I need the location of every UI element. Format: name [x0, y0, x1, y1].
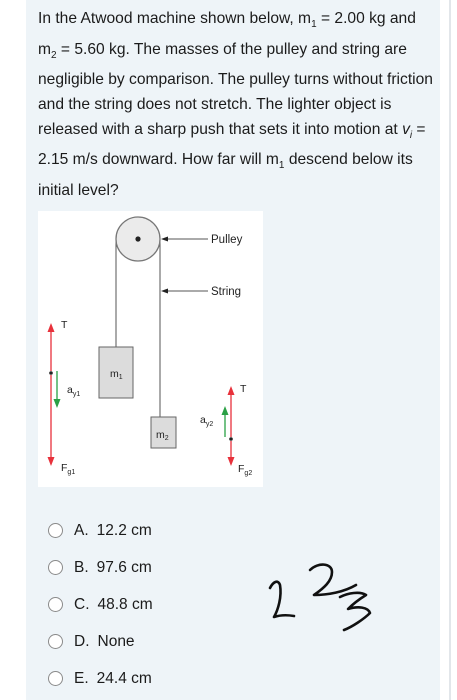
option-letter: C. — [74, 595, 90, 613]
pulley-label: Pulley — [211, 234, 243, 246]
option-d[interactable] — [48, 623, 153, 660]
svg-text:m2: m2 — [156, 429, 169, 442]
string-label: String — [211, 286, 242, 298]
question-text: In the Atwood machine shown below, $m_1 = 2.00$ kg and $m_2 = 5.60$ kg. The masses of the pulley and string are negligible by comparison. The pulley turns without friction and the string does not stretch. The lighter object is released with a sharp push that sets it into motion at $v_i = 2.15$ m/s downward. How far will $m_1$ descend below its initial level? — [38, 10, 433, 199]
svg-text:ay2: $a_{y2}$ — [200, 414, 214, 428]
radio-button[interactable] — [48, 671, 63, 686]
option-e[interactable] — [48, 660, 153, 697]
radio-button[interactable] — [48, 523, 63, 538]
pulley-axle — [135, 236, 140, 241]
option-a[interactable] — [48, 512, 153, 549]
handwritten-note — [248, 555, 398, 640]
radio-button[interactable] — [48, 634, 63, 649]
option-text: None — [97, 632, 135, 650]
option-text: 24.4 cm — [96, 669, 152, 687]
svg-text:m1: m1 — [110, 368, 123, 381]
tension-right-label: T — [240, 383, 247, 395]
atwood-machine-diagram — [38, 211, 263, 487]
answer-options — [48, 512, 153, 697]
option-text: 97.6 cm — [96, 558, 152, 576]
radio-button[interactable] — [48, 597, 63, 612]
option-letter: D. — [74, 632, 90, 650]
radio-button[interactable] — [48, 560, 63, 575]
option-text: 12.2 cm — [96, 521, 152, 539]
tension-left-label: T — [61, 319, 68, 331]
option-b[interactable] — [48, 549, 153, 586]
option-text: 48.8 cm — [97, 595, 153, 613]
scrollbar-track[interactable] — [449, 0, 451, 700]
option-c[interactable] — [48, 586, 153, 623]
option-letter: E. — [74, 669, 89, 687]
svg-text:Fg2: $F_{g2}$ — [238, 463, 253, 477]
option-letter: A. — [74, 521, 89, 539]
option-letter: B. — [74, 558, 89, 576]
svg-text:ay1: $a_{y1}$ — [67, 384, 81, 398]
svg-text:Fg1: $F_{g1}$ — [61, 462, 76, 476]
